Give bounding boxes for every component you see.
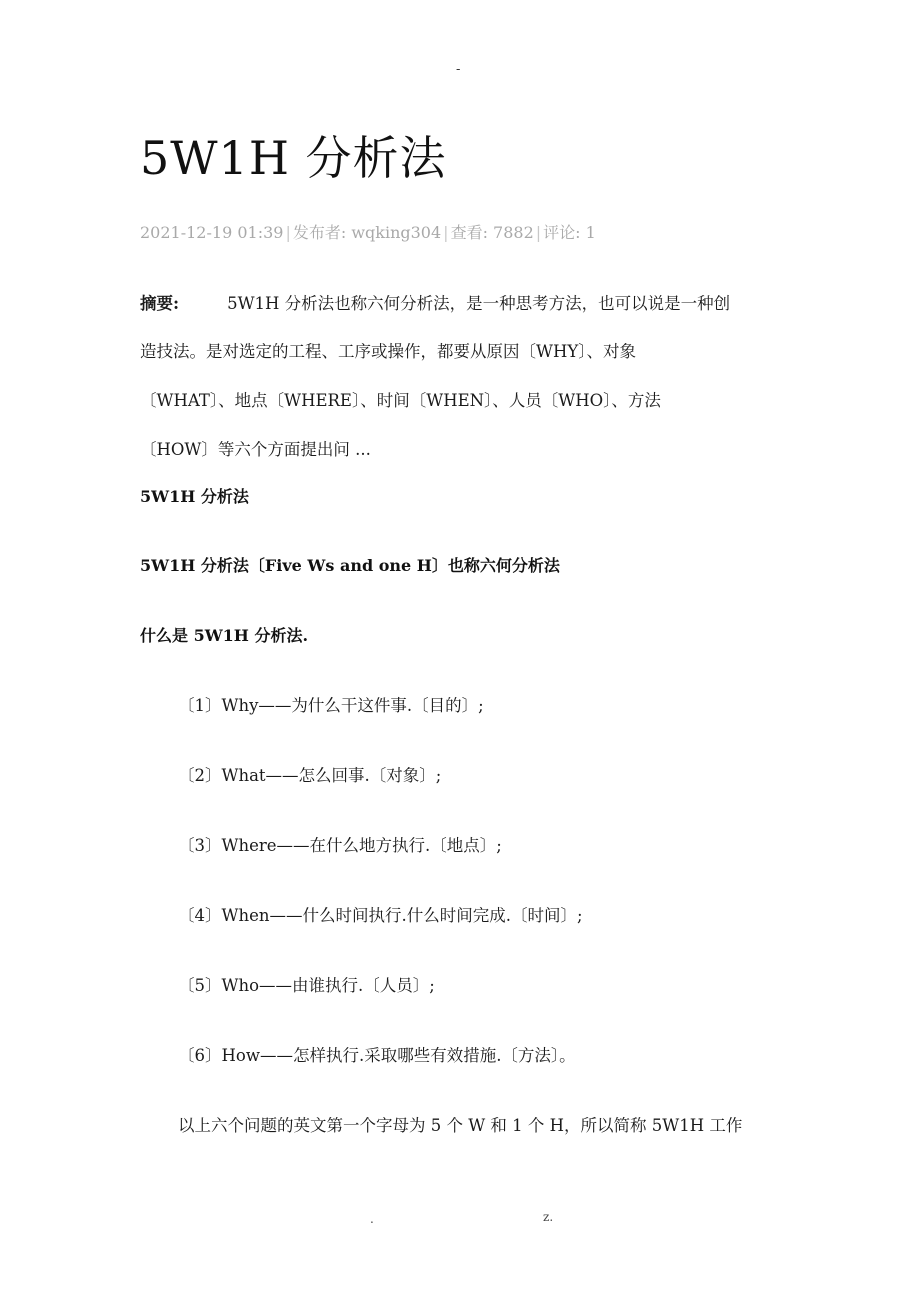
page-title: 5W1H 分析法 (140, 131, 447, 185)
summary-text: 5W1H 分析法也称六何分析法，是一种思考方法，也可以说是一种创 (227, 294, 731, 313)
summary-line-4: 〔HOW〕等六个方面提出问 ... (140, 440, 371, 459)
conclusion-paragraph: 以上六个问题的英文第一个字母为 5 个 W 和 1 个 H，所以简称 5W1H 工作 (178, 1116, 743, 1135)
list-item: 〔6〕How——怎样执行.采取哪些有效措施.〔方法〕。 (178, 1046, 576, 1065)
summary-line-1 (140, 290, 730, 314)
footer-mark-right: z. (543, 1210, 554, 1224)
section-heading-3: 什么是 5W1H 分析法. (140, 626, 309, 645)
post-views: 查看: 7882 (450, 223, 534, 242)
post-date: 2021-12-19 01:39 (140, 223, 284, 242)
section-heading-2: 5W1H 分析法〔Five Ws and one H〕也称六何分析法 (140, 556, 560, 575)
list-item: 〔2〕What——怎么回事.〔对象〕; (178, 766, 442, 785)
post-meta (140, 220, 596, 243)
summary-line-2: 造技法。是对选定的工程、工序或操作，都要从原因〔WHY〕、对象 (140, 342, 636, 361)
list-item: 〔5〕Who——由谁执行.〔人员〕; (178, 976, 435, 995)
post-author[interactable]: 发布者: wqking304 (292, 223, 442, 242)
section-heading-1: 5W1H 分析法 (140, 487, 249, 506)
meta-separator: | (443, 223, 449, 242)
summary-label: 摘要: (140, 294, 180, 313)
footer-mark-left: . (370, 1212, 374, 1226)
meta-separator: | (535, 223, 542, 242)
page-header-mark: - (456, 62, 461, 77)
summary-line-3: 〔WHAT〕、地点〔WHERE〕、时间〔WHEN〕、人员〔WHO〕、方法 (140, 391, 661, 410)
list-item: 〔3〕Where——在什么地方执行.〔地点〕; (178, 836, 502, 855)
post-comments[interactable]: 评论: 1 (543, 223, 596, 242)
meta-separator: | (285, 223, 291, 242)
list-item: 〔1〕Why——为什么干这件事.〔目的〕; (178, 696, 484, 715)
list-item: 〔4〕When——什么时间执行.什么时间完成.〔时间〕; (178, 906, 583, 925)
